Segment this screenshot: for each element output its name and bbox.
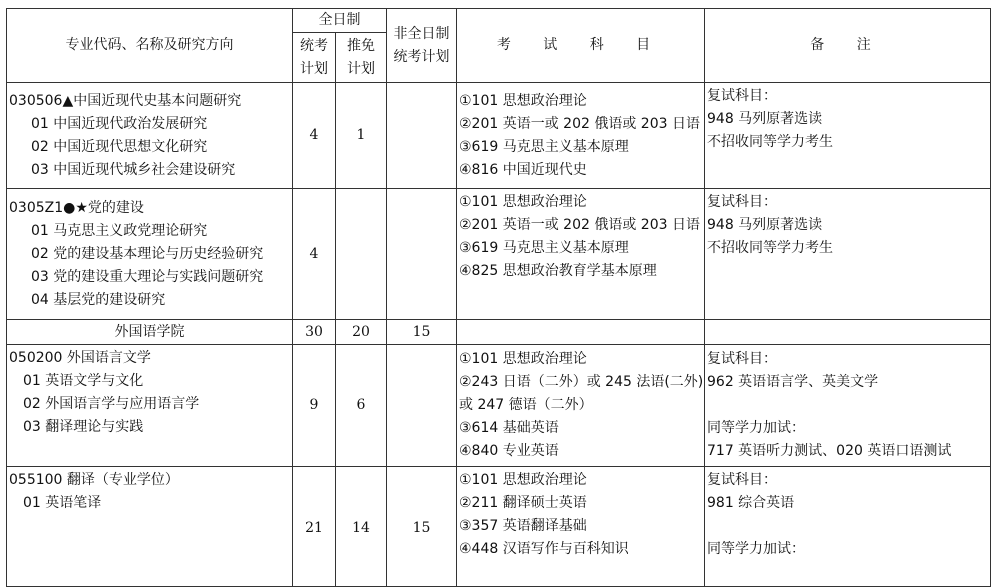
exam-plan-value: 21 <box>293 467 336 587</box>
note-line <box>707 515 990 538</box>
major-cell <box>7 83 293 189</box>
exam-subject: ②201 英语一或 202 俄语或 203 日语 <box>459 217 700 233</box>
major-code-name: 050200 外国语言文学 <box>9 350 151 366</box>
college-notes-empty <box>705 320 991 345</box>
header-notes <box>705 9 991 83</box>
parttime-plan-value <box>387 345 457 467</box>
header-subjects-label: 考 试 科 目 <box>496 37 665 53</box>
note-line <box>707 394 990 417</box>
note-line: 复试科目： <box>707 472 777 488</box>
exam-subject: ③357 英语翻译基础 <box>459 518 587 534</box>
research-direction: 01 马克思主义政党理论研究 <box>31 222 208 239</box>
header-subjects <box>457 9 705 83</box>
header-exam-plan-line2: 计划 <box>300 60 328 77</box>
research-direction: 03 党的建设重大理论与实践问题研究 <box>31 268 264 285</box>
college-row <box>7 320 991 345</box>
note-line: 948 马列原著选读 <box>707 111 823 127</box>
note-line: 同等学力加试： <box>707 541 805 557</box>
header-exempt-plan <box>336 33 387 83</box>
exempt-plan-value: 1 <box>336 83 387 189</box>
subjects-cell <box>457 189 705 320</box>
research-direction: 02 党的建设基本理论与历史经验研究 <box>31 245 264 262</box>
exam-subject: 或 247 德语（二外） <box>459 397 593 413</box>
major-cell <box>7 345 293 467</box>
major-cell <box>7 467 293 587</box>
note-line: 不招收同等学力考生 <box>707 240 833 256</box>
college-exempt-plan: 20 <box>336 320 387 345</box>
header-parttime <box>387 9 457 83</box>
notes-cell <box>705 345 991 467</box>
header-exam-plan <box>293 33 336 83</box>
header-exam-plan-line1: 统考 <box>300 37 328 54</box>
notes-cell <box>705 189 991 320</box>
exam-subject: ④840 专业英语 <box>459 443 559 459</box>
exam-subject: ③619 马克思主义基本原理 <box>459 240 629 256</box>
parttime-plan-value <box>387 83 457 189</box>
exam-subject: ①101 思想政治理论 <box>459 92 587 109</box>
exam-plan-value: 4 <box>293 83 336 189</box>
exam-subject: ①101 思想政治理论 <box>459 351 587 367</box>
exam-subject: ④825 思想政治教育学基本原理 <box>459 263 657 279</box>
parttime-plan-value: 15 <box>387 467 457 587</box>
header-fulltime-group: 全日制 <box>293 9 387 33</box>
exam-subject: ②211 翻译硕士英语 <box>459 495 587 511</box>
research-direction: 01 英语笔译 <box>23 495 102 511</box>
notes-cell <box>705 83 991 189</box>
exam-subject: ②243 日语（二外）或 245 法语(二外) <box>459 374 704 390</box>
note-line: 不招收同等学力考生 <box>707 134 833 150</box>
header-major: 专业代码、名称及研究方向 <box>7 9 293 83</box>
research-direction: 02 中国近现代思想文化研究 <box>31 138 208 155</box>
table-row <box>7 467 991 587</box>
exam-plan-value: 4 <box>293 189 336 320</box>
note-line: 981 综合英语 <box>707 495 795 511</box>
subjects-cell <box>457 467 705 587</box>
table-row <box>7 189 991 320</box>
exam-subject: ③614 基础英语 <box>459 420 559 436</box>
exempt-plan-value <box>336 189 387 320</box>
parttime-plan-value <box>387 189 457 320</box>
exam-subject: ①101 思想政治理论 <box>459 194 587 210</box>
major-cell <box>7 189 293 320</box>
table-row <box>7 345 991 467</box>
research-direction: 03 中国近现代城乡社会建设研究 <box>31 161 236 178</box>
table-row <box>7 83 991 189</box>
research-direction: 04 基层党的建设研究 <box>31 291 166 308</box>
college-subjects-empty <box>457 320 705 345</box>
exam-subject: ③619 马克思主义基本原理 <box>459 138 629 155</box>
college-exam-plan: 30 <box>293 320 336 345</box>
admissions-catalog-table <box>6 8 991 587</box>
exempt-plan-value: 6 <box>336 345 387 467</box>
header-parttime-line1: 非全日制 <box>393 25 450 42</box>
major-code-name: 055100 翻译（专业学位） <box>9 472 179 488</box>
exam-subject: ④448 汉语写作与百科知识 <box>459 541 629 557</box>
research-direction: 01 中国近现代政治发展研究 <box>31 115 208 132</box>
major-code-name: 030506▲中国近现代史基本问题研究 <box>9 92 242 109</box>
notes-cell <box>705 467 991 587</box>
subjects-cell <box>457 83 705 189</box>
college-parttime-plan: 15 <box>387 320 457 345</box>
note-line: 复试科目： <box>707 88 777 104</box>
exam-plan-value: 9 <box>293 345 336 467</box>
subjects-cell <box>457 345 705 467</box>
research-direction: 01 英语文学与文化 <box>23 373 144 389</box>
exam-subject: ②201 英语一或 202 俄语或 203 日语 <box>459 115 700 132</box>
header-exempt-plan-line1: 推免 <box>347 37 375 54</box>
research-direction: 03 翻译理论与实践 <box>23 419 144 435</box>
note-line: 复试科目： <box>707 194 777 210</box>
note-line: 948 马列原著选读 <box>707 217 823 233</box>
header-exempt-plan-line2: 计划 <box>347 60 375 77</box>
research-direction: 02 外国语言学与应用语言学 <box>23 396 200 412</box>
exam-subject: ④816 中国近现代史 <box>459 161 587 178</box>
exam-subject: ①101 思想政治理论 <box>459 472 587 488</box>
college-name: 外国语学院 <box>7 320 293 345</box>
header-parttime-line2: 统考计划 <box>393 48 450 65</box>
note-line: 复试科目： <box>707 351 777 367</box>
exempt-plan-value: 14 <box>336 467 387 587</box>
header-notes-label: 备 注 <box>810 37 885 53</box>
note-line: 717 英语听力测试、020 英语口语测试 <box>707 443 952 459</box>
major-code-name: 0305Z1●★党的建设 <box>9 199 144 216</box>
note-line: 962 英语语言学、英美文学 <box>707 374 879 390</box>
note-line: 同等学力加试： <box>707 420 805 436</box>
